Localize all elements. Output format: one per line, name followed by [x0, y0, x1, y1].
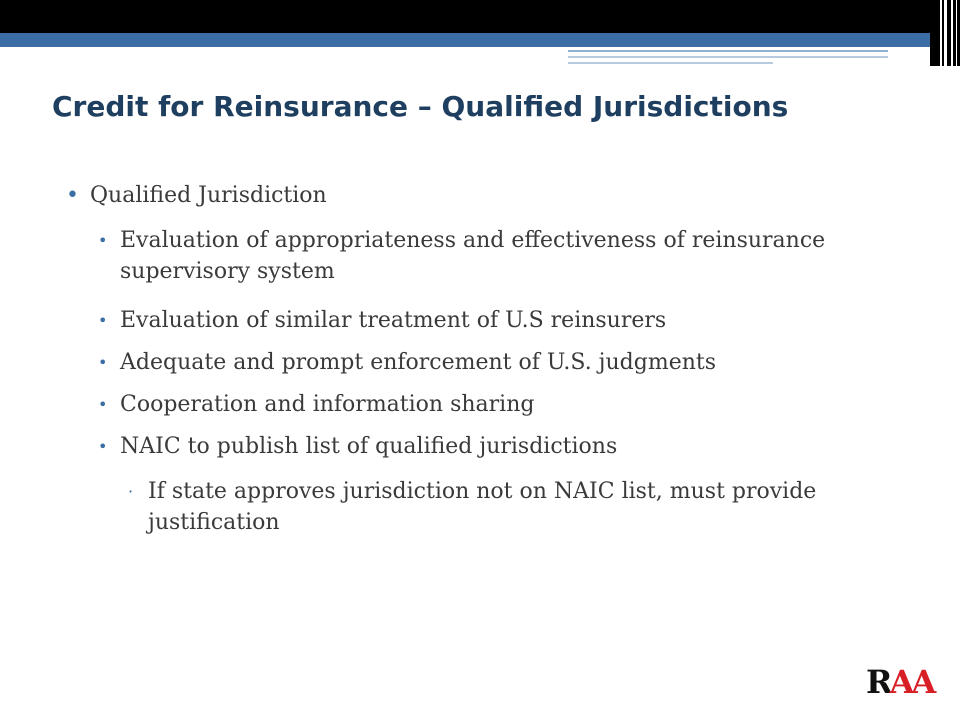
bullet-dot: • [66, 183, 79, 208]
header-decor-line [568, 62, 773, 64]
raa-logo: RAA [866, 663, 934, 701]
bullet-level3 [128, 476, 893, 538]
header-decor-bars [930, 0, 960, 66]
bullet-text: Adequate and prompt enforcement of U.S. judgments [120, 350, 717, 375]
bullet-dot: • [98, 311, 108, 330]
bullet-dot: • [98, 395, 108, 414]
bullet-dot: • [98, 231, 108, 250]
bullet-dash: · [128, 482, 134, 501]
bullet-level2 [98, 305, 880, 336]
header-decor-line [568, 50, 888, 52]
bullet-level2 [98, 225, 880, 287]
bullet-text: NAIC to publish list of qualified jurisdictions [120, 434, 618, 459]
bullet-level2 [98, 389, 880, 420]
slide-title: Credit for Reinsurance – Qualified Jurisdictions [52, 90, 789, 123]
bullet-level1 [66, 180, 910, 211]
bullet-dot: • [98, 353, 108, 372]
header-decor-line [568, 56, 888, 58]
bullet-level2 [98, 431, 880, 462]
top-black-bar [0, 0, 960, 33]
bullet-dot: • [98, 437, 108, 456]
bullet-text: Evaluation of similar treatment of U.S reinsurers [120, 308, 667, 333]
blue-header-band [0, 33, 960, 47]
bullet-level2 [98, 347, 900, 378]
bullet-text: Cooperation and information sharing [120, 392, 535, 417]
bullet-text: Evaluation of appropriateness and effectiveness of reinsurance supervisory system [120, 228, 826, 284]
bullet-text: If state approves jurisdiction not on NAIC list, must provide justification [148, 479, 817, 535]
bullet-text: Qualified Jurisdiction [90, 183, 327, 208]
